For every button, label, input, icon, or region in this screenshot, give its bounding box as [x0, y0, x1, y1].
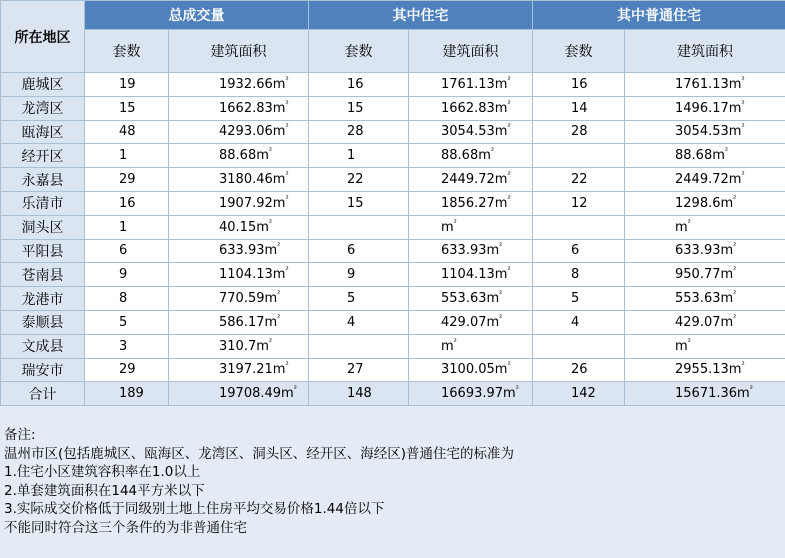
area-value: 3197.21 [219, 362, 273, 378]
region-name: 经开区 [1, 144, 85, 168]
header-area: 建筑面积 [625, 30, 785, 73]
area-cell [625, 144, 785, 168]
table-row [1, 96, 785, 120]
area-cell [409, 215, 533, 239]
area-value: 88.68 [219, 148, 257, 164]
unit: $m^{^2}$ [494, 170, 511, 188]
unit: $m^{^2}$ [264, 289, 281, 307]
region-name: 瑞安市 [1, 358, 85, 382]
count-cell: 16 [85, 191, 169, 215]
unit: $m^{^2}$ [494, 193, 511, 211]
region-name: 合计 [1, 382, 85, 406]
region-name: 鹿城区 [1, 73, 85, 97]
count-cell: 5 [309, 287, 409, 311]
area-value: 1761.13 [441, 76, 495, 92]
table-row [1, 310, 785, 334]
region-name: 文成县 [1, 334, 85, 358]
area-value: 2449.72 [441, 172, 495, 188]
area-value: 429.07 [441, 314, 487, 330]
area-cell [409, 96, 533, 120]
area-cell [625, 96, 785, 120]
area-cell [169, 334, 309, 358]
total-row [1, 382, 785, 406]
table-row [1, 287, 785, 311]
count-cell [309, 334, 409, 358]
unit: $m^{^2}$ [675, 336, 691, 354]
table-row [1, 239, 785, 263]
unit: $m^{^2}$ [728, 360, 745, 378]
table-row [1, 191, 785, 215]
unit: $m^{^2}$ [494, 265, 511, 283]
notes-line: 不能同时符合这三个条件的为非普通住宅 [4, 519, 247, 536]
area-cell [625, 239, 785, 263]
area-value: 633.93 [441, 243, 487, 259]
header-count: 套数 [309, 30, 409, 73]
area-cell [169, 239, 309, 263]
area-value: 586.17 [219, 314, 265, 330]
count-cell [533, 334, 625, 358]
unit: $m^{^2}$ [478, 146, 495, 164]
unit: $m^{^2}$ [728, 170, 745, 188]
unit: $m^{^2}$ [441, 336, 457, 354]
count-cell [533, 215, 625, 239]
unit: $m^{^2}$ [272, 360, 289, 378]
area-value: 16693.97 [441, 386, 504, 402]
region-name: 龙湾区 [1, 96, 85, 120]
count-cell: 142 [533, 382, 625, 406]
header-count: 套数 [85, 30, 169, 73]
table-body [1, 73, 785, 406]
area-cell [625, 310, 785, 334]
notes-line: 温州市区(包括鹿城区、瓯海区、龙湾区、洞头区、经开区、海经区)普通住宅的标准为 [4, 445, 515, 462]
area-cell [409, 73, 533, 97]
count-cell: 9 [85, 263, 169, 287]
unit: $m^{^2}$ [272, 170, 289, 188]
area-value: 1104.13 [441, 267, 495, 283]
unit: $m^{^2}$ [256, 217, 273, 235]
area-value: 633.93 [219, 243, 265, 259]
unit: $m^{^2}$ [272, 98, 289, 116]
area-cell [409, 382, 533, 406]
table-row [1, 263, 785, 287]
count-cell: 28 [533, 120, 625, 144]
count-cell: 12 [533, 191, 625, 215]
count-cell: 16 [309, 73, 409, 97]
count-cell: 15 [85, 96, 169, 120]
area-cell [409, 310, 533, 334]
unit: $m^{^2}$ [486, 312, 503, 330]
count-cell: 5 [85, 310, 169, 334]
table-row [1, 120, 785, 144]
area-value: 553.63 [441, 291, 487, 307]
count-cell: 6 [85, 239, 169, 263]
area-cell [625, 358, 785, 382]
unit: $m^{^2}$ [272, 193, 289, 211]
count-cell: 4 [309, 310, 409, 334]
count-cell: 26 [533, 358, 625, 382]
unit: $m^{^2}$ [720, 265, 737, 283]
count-cell: 9 [309, 263, 409, 287]
count-cell: 8 [533, 263, 625, 287]
unit: $m^{^2}$ [737, 384, 753, 402]
count-cell: 22 [309, 168, 409, 192]
region-name: 苍南县 [1, 263, 85, 287]
table-row [1, 144, 785, 168]
area-cell [169, 287, 309, 311]
count-cell: 8 [85, 287, 169, 311]
area-value: 770.59 [219, 291, 265, 307]
unit: $m^{^2}$ [720, 241, 737, 259]
area-cell [409, 287, 533, 311]
unit: $m^{^2}$ [728, 74, 745, 92]
unit: $m^{^2}$ [281, 384, 297, 402]
header-count: 套数 [533, 30, 625, 73]
area-value: 2449.72 [675, 172, 729, 188]
area-value: 3180.46 [219, 172, 273, 188]
area-value: 1856.27 [441, 195, 495, 211]
count-cell: 28 [309, 120, 409, 144]
unit: $m^{^2}$ [264, 241, 281, 259]
unit: $m^{^2}$ [720, 312, 737, 330]
header-residential: 其中住宅 [309, 1, 533, 30]
area-cell [169, 382, 309, 406]
area-value: 1496.17 [675, 100, 729, 116]
count-cell: 16 [533, 73, 625, 97]
unit: $m^{^2}$ [494, 122, 511, 140]
count-cell: 1 [309, 144, 409, 168]
count-cell [533, 144, 625, 168]
area-cell [169, 73, 309, 97]
table-row [1, 215, 785, 239]
area-cell [169, 144, 309, 168]
area-value: 950.77 [675, 267, 721, 283]
unit: $m^{^2}$ [272, 74, 289, 92]
count-cell: 15 [309, 96, 409, 120]
count-cell: 29 [85, 358, 169, 382]
area-cell [409, 144, 533, 168]
unit: $m^{^2}$ [486, 241, 503, 259]
area-cell [169, 191, 309, 215]
area-cell [409, 191, 533, 215]
notes-line: 1.住宅小区建筑容积率在1.0以上 [4, 464, 201, 481]
header-region: 所在地区 [1, 1, 85, 73]
area-cell [169, 358, 309, 382]
unit: $m^{^2}$ [720, 289, 737, 307]
area-value: 429.07 [675, 314, 721, 330]
count-cell: 3 [85, 334, 169, 358]
unit: $m^{^2}$ [441, 217, 457, 235]
count-cell [309, 215, 409, 239]
unit: $m^{^2}$ [503, 384, 519, 402]
count-cell: 189 [85, 382, 169, 406]
area-cell [625, 191, 785, 215]
area-value: 3054.53 [675, 124, 729, 140]
unit: $m^{^2}$ [256, 146, 273, 164]
region-name: 洞头区 [1, 215, 85, 239]
unit: $m^{^2}$ [494, 98, 511, 116]
count-cell: 6 [533, 239, 625, 263]
table-row [1, 358, 785, 382]
area-value: 19708.49 [219, 386, 282, 402]
area-value: 310.7 [219, 338, 257, 354]
area-cell [625, 215, 785, 239]
area-cell [169, 310, 309, 334]
notes-line: 3.实际成交价格低于同级别土地上住房平均交易价格1.44倍以下 [4, 501, 385, 518]
region-name: 泰顺县 [1, 310, 85, 334]
area-cell [625, 168, 785, 192]
area-value: 2955.13 [675, 362, 729, 378]
count-cell: 5 [533, 287, 625, 311]
area-value: 88.68 [675, 148, 713, 164]
header-area: 建筑面积 [169, 30, 309, 73]
area-cell [625, 334, 785, 358]
region-name: 永嘉县 [1, 168, 85, 192]
region-name: 平阳县 [1, 239, 85, 263]
table-row [1, 334, 785, 358]
unit: $m^{^2}$ [272, 122, 289, 140]
count-cell: 15 [309, 191, 409, 215]
area-value: 1662.83 [441, 100, 495, 116]
area-value: 1761.13 [675, 76, 729, 92]
area-cell [625, 287, 785, 311]
count-cell: 14 [533, 96, 625, 120]
area-value: 1104.13 [219, 267, 273, 283]
unit: $m^{^2}$ [675, 217, 691, 235]
area-cell [625, 73, 785, 97]
count-cell: 19 [85, 73, 169, 97]
unit: $m^{^2}$ [720, 193, 737, 211]
count-cell: 6 [309, 239, 409, 263]
count-cell: 4 [533, 310, 625, 334]
area-value: 40.15 [219, 219, 257, 235]
area-cell [625, 382, 785, 406]
area-cell [169, 96, 309, 120]
area-value: 88.68 [441, 148, 479, 164]
area-value: 3054.53 [441, 124, 495, 140]
count-cell: 1 [85, 215, 169, 239]
count-cell: 29 [85, 168, 169, 192]
notes-line: 2.单套建筑面积在144平方米以下 [4, 482, 205, 499]
area-cell [169, 215, 309, 239]
unit: $m^{^2}$ [728, 98, 745, 116]
area-value: 3100.05 [441, 362, 495, 378]
region-name: 瓯海区 [1, 120, 85, 144]
region-name: 乐清市 [1, 191, 85, 215]
count-cell: 27 [309, 358, 409, 382]
notes [4, 426, 784, 538]
area-value: 1298.6 [675, 195, 721, 211]
unit: $m^{^2}$ [486, 289, 503, 307]
header-area: 建筑面积 [409, 30, 533, 73]
unit: $m^{^2}$ [494, 360, 511, 378]
area-cell [409, 334, 533, 358]
area-cell [625, 120, 785, 144]
unit: $m^{^2}$ [728, 122, 745, 140]
area-value: 4293.06 [219, 124, 273, 140]
unit: $m^{^2}$ [272, 265, 289, 283]
area-cell [625, 263, 785, 287]
area-value: 553.63 [675, 291, 721, 307]
area-value: 1932.66 [219, 76, 273, 92]
area-cell [169, 168, 309, 192]
area-cell [409, 358, 533, 382]
area-cell [409, 120, 533, 144]
table-row [1, 168, 785, 192]
table-row [1, 73, 785, 97]
area-value: 633.93 [675, 243, 721, 259]
area-value: 1907.92 [219, 195, 273, 211]
count-cell: 48 [85, 120, 169, 144]
unit: $m^{^2}$ [256, 336, 273, 354]
region-name: 龙港市 [1, 287, 85, 311]
area-cell [169, 263, 309, 287]
header-ordinary-residential: 其中普通住宅 [533, 1, 785, 30]
unit: $m^{^2}$ [494, 74, 511, 92]
notes-title: 备注: [4, 427, 36, 443]
count-cell: 1 [85, 144, 169, 168]
unit: $m^{^2}$ [712, 146, 729, 164]
count-cell: 148 [309, 382, 409, 406]
unit: $m^{^2}$ [264, 312, 281, 330]
count-cell: 22 [533, 168, 625, 192]
area-value: 1662.83 [219, 100, 273, 116]
area-cell [409, 263, 533, 287]
area-cell [169, 120, 309, 144]
area-cell [409, 168, 533, 192]
header-total-volume: 总成交量 [85, 1, 309, 30]
area-cell [409, 239, 533, 263]
area-value: 15671.36 [675, 386, 738, 402]
